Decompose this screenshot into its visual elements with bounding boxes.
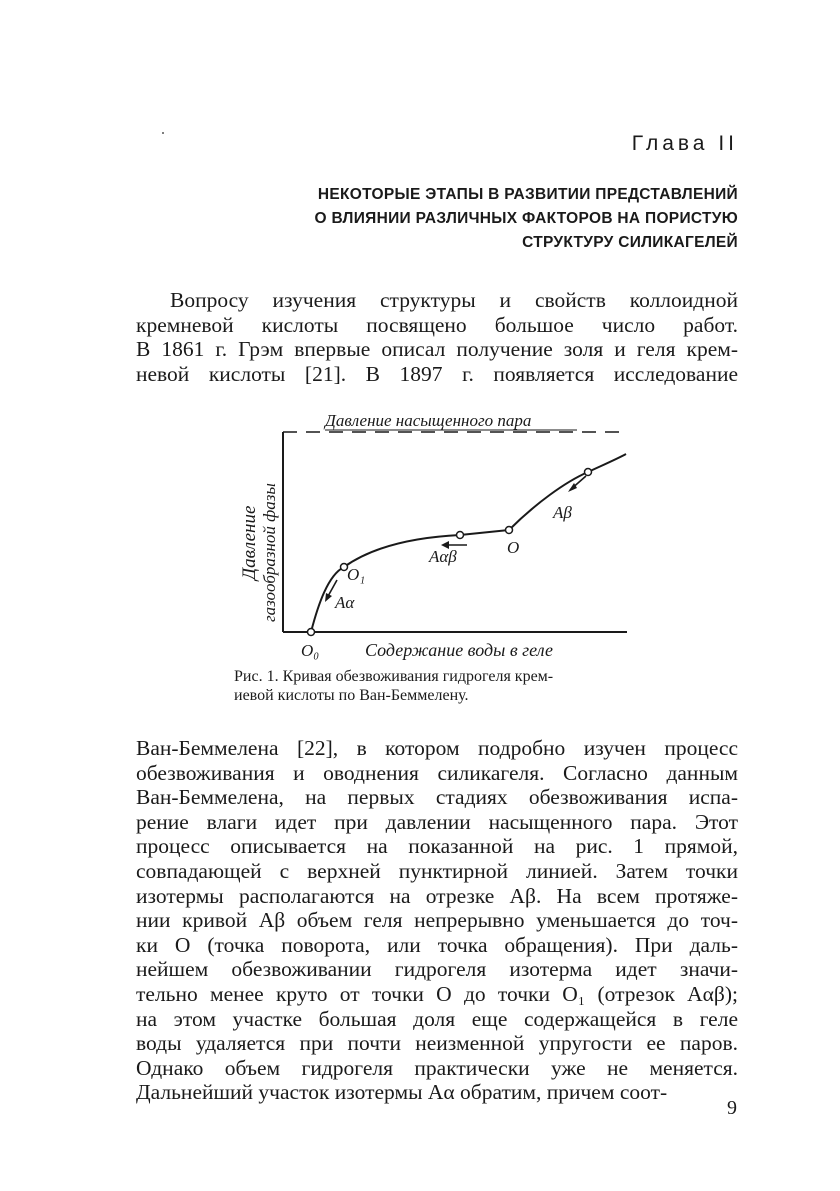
text-line: Ван-Беммелена, на первых стадиях обезвоживания испа- xyxy=(136,785,738,810)
heading-line: НЕКОТОРЫЕ ЭТАПЫ В РАЗВИТИИ ПРЕДСТАВЛЕНИЙ xyxy=(317,186,738,203)
point-o-marker xyxy=(506,527,513,534)
label-o: O xyxy=(507,538,520,557)
label-a-alpha-beta: Aαβ xyxy=(429,547,457,566)
figure-caption xyxy=(234,667,654,705)
text-line: совпадающей с верхней пунктирной линией. Затем точки xyxy=(136,858,738,883)
isotherm-curve xyxy=(311,454,626,632)
paragraph-intro xyxy=(136,288,738,386)
text-line: кремневой кислоты посвящено большое число работ. xyxy=(136,312,738,337)
y-axis-label-line1: Давление xyxy=(239,505,260,580)
point-mid-marker xyxy=(457,532,464,539)
label-a-beta: Aβ xyxy=(553,503,572,522)
text-line: В 1861 г. Грэм впервые описал получение золя и геля крем- xyxy=(136,337,738,362)
page-number: 9 xyxy=(727,1097,737,1119)
label-o0: O₀ xyxy=(301,641,320,660)
text-line: процесс описывается на показанной на рис. 1 прямой, xyxy=(136,834,738,859)
y-axis-label-line2: газообразной фазы xyxy=(260,483,279,622)
stray-dot xyxy=(162,132,164,134)
point-upper-marker xyxy=(585,469,592,476)
text-line: воды удаляется при почти неизменной упругости ее паров. xyxy=(136,1031,738,1056)
text-line: ки O (точка поворота, или точка обращения). При даль- xyxy=(136,932,738,957)
label-a-alpha: Aα xyxy=(335,593,355,612)
caption-line: иевой кислоты по Ван-Беммелену. xyxy=(234,687,469,704)
text-line: нии кривой Aβ объем геля непрерывно уменьшается до точ- xyxy=(136,908,738,933)
saturation-label: Давление насыщенного пара xyxy=(325,411,532,430)
text-line: изотермы располагаются на отрезке Aβ. На всем протяже- xyxy=(136,883,738,908)
heading-line: О ВЛИЯНИИ РАЗЛИЧНЫХ ФАКТОРОВ НА ПОРИСТУЮ xyxy=(314,210,738,227)
heading-line: СТРУКТУРУ СИЛИКАГЕЛЕЙ xyxy=(522,234,738,251)
point-o0-marker xyxy=(308,629,315,636)
label-o1: O₁ xyxy=(347,565,366,584)
text-line: невой кислоты [21]. В 1897 г. появляется исследование xyxy=(136,361,738,386)
x-axis-label: Содержание воды в геле xyxy=(365,640,553,660)
text-line: Дальнейший участок изотермы Aα обратим, причем соот- xyxy=(136,1080,668,1105)
text-line: Ван-Беммелена [22], в котором подробно изучен процесс xyxy=(136,736,738,760)
text-line: Вопросу изучения структуры и свойств коллоидной xyxy=(170,288,738,312)
dehydration-curve-figure xyxy=(225,410,635,660)
paragraph-main xyxy=(136,736,738,1105)
text-line: Однако объем гидрогеля практически уже не меняется. xyxy=(136,1055,738,1080)
text-line: нейшем обезвоживании гидрогеля изотерма идет значи- xyxy=(136,957,738,982)
text-line: обезвоживания и оводнения силикагеля. Согласно данным xyxy=(136,760,738,785)
text-line: рение влаги идет при давлении насыщенного пара. Этот xyxy=(136,809,738,834)
text-line: на этом участке большая доля еще содержащейся в геле xyxy=(136,1006,738,1031)
caption-line: Рис. 1. Кривая обезвоживания гидрогеля крем- xyxy=(234,668,554,685)
text-line: тельно менее круто от точки O до точки O₁ (отрезок Aαβ); xyxy=(136,981,738,1006)
chapter-heading xyxy=(314,183,738,255)
chapter-label: Глава II xyxy=(631,132,738,155)
